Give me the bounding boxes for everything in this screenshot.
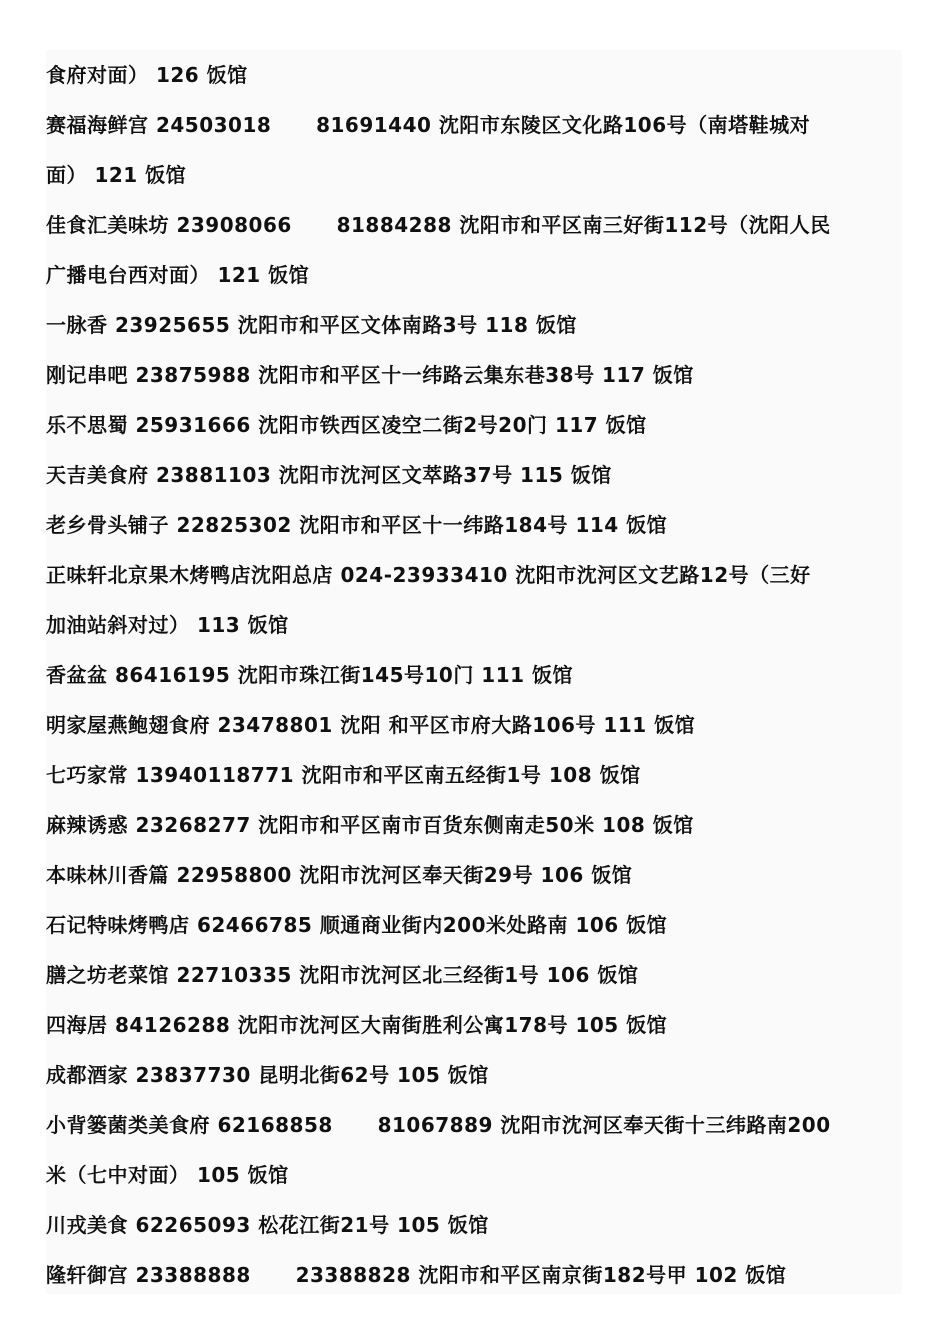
text-line: 天吉美食府 23881103 沈阳市沈河区文萃路37号 115 饭馆 xyxy=(46,463,612,487)
text-line: 正味轩北京果木烤鸭店沈阳总店 024-23933410 沈阳市沈河区文艺路12号（三好 xyxy=(46,563,811,587)
text-line: 膳之坊老菜馆 22710335 沈阳市沈河区北三经街1号 106 饭馆 xyxy=(46,963,639,987)
text-line: 米（七中对面） 105 饭馆 xyxy=(46,1163,289,1187)
text-line: 面） 121 饭馆 xyxy=(46,163,187,187)
text-line: 小背篓菌类美食府 62168858 81067889 沈阳市沈河区奉天街十三纬路南200 xyxy=(46,1113,831,1137)
text-line: 四海居 84126288 沈阳市沈河区大南街胜利公寓178号 105 饭馆 xyxy=(46,1013,668,1037)
text-line: 老乡骨头铺子 22825302 沈阳市和平区十一纬路184号 114 饭馆 xyxy=(46,513,668,537)
text-line: 佳食汇美味坊 23908066 81884288 沈阳市和平区南三好街112号（沈阳人民 xyxy=(46,213,831,237)
text-line: 刚记串吧 23875988 沈阳市和平区十一纬路云集东巷38号 117 饭馆 xyxy=(46,363,694,387)
text-line: 加油站斜对过） 113 饭馆 xyxy=(46,613,289,637)
text-line: 隆轩御宫 23388888 23388828 沈阳市和平区南京街182号甲 102 饭馆 xyxy=(46,1263,787,1287)
text-line: 食府对面） 126 饭馆 xyxy=(46,63,248,87)
text-line: 本味林川香篇 22958800 沈阳市沈河区奉天街29号 106 饭馆 xyxy=(46,863,633,887)
text-line: 香盆盆 86416195 沈阳市珠江街145号10门 111 饭馆 xyxy=(46,663,574,687)
text-line: 川戎美食 62265093 松花江街21号 105 饭馆 xyxy=(46,1213,489,1237)
text-line: 七巧家常 13940118771 沈阳市和平区南五经街1号 108 饭馆 xyxy=(46,763,641,787)
text-line: 石记特味烤鸭店 62466785 顺通商业街内200米处路南 106 饭馆 xyxy=(46,913,668,937)
text-line: 赛福海鲜宫 24503018 81691440 沈阳市东陵区文化路106号（南塔鞋城对 xyxy=(46,113,811,137)
document-body xyxy=(46,50,902,1300)
text-line: 麻辣诱惑 23268277 沈阳市和平区南市百货东侧南走50米 108 饭馆 xyxy=(46,813,694,837)
text-line: 成都酒家 23837730 昆明北街62号 105 饭馆 xyxy=(46,1063,489,1087)
text-line: 明家屋燕鲍翅食府 23478801 沈阳 和平区市府大路106号 111 饭馆 xyxy=(46,713,696,737)
text-line: 一脉香 23925655 沈阳市和平区文体南路3号 118 饭馆 xyxy=(46,313,577,337)
text-line: 广播电台西对面） 121 饭馆 xyxy=(46,263,310,287)
text-line: 乐不思蜀 25931666 沈阳市铁西区凌空二街2号20门 117 饭馆 xyxy=(46,413,647,437)
